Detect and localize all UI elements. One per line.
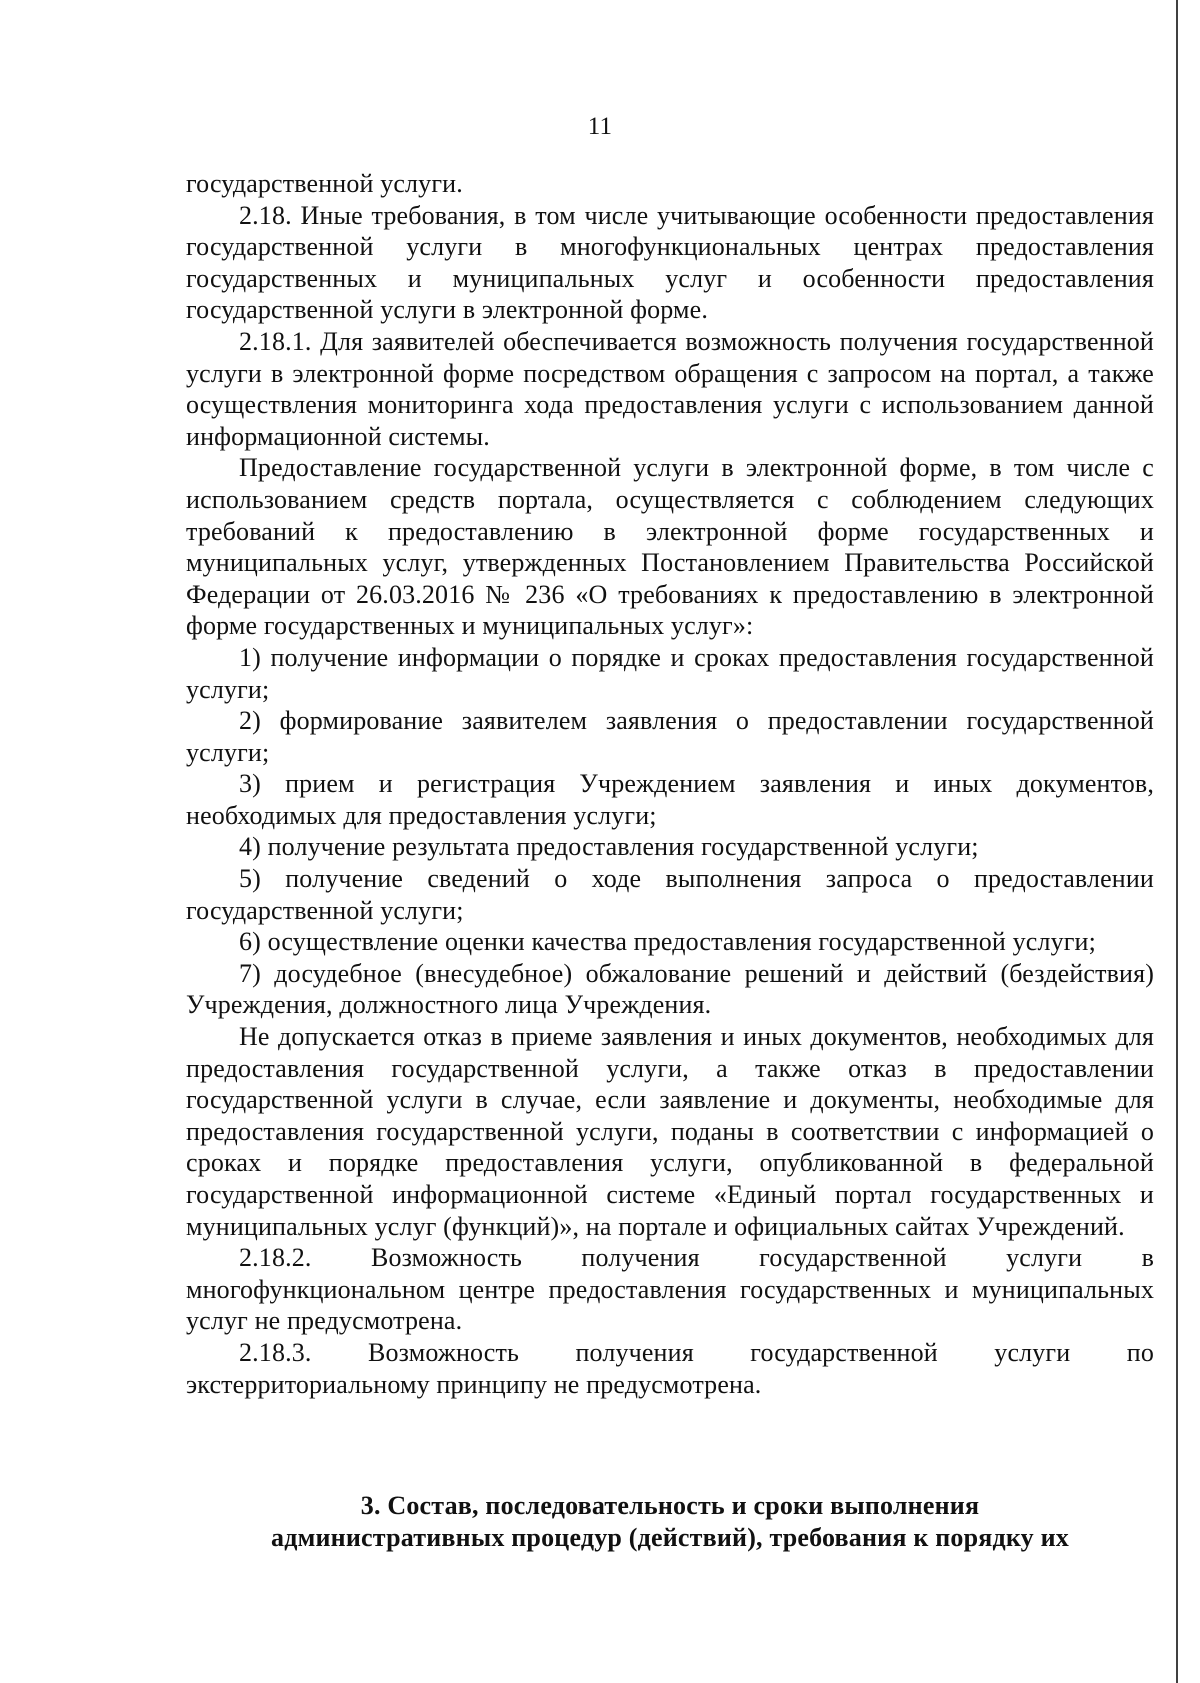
section-3-heading-line-2: административных процедур (действий), требования к порядку их — [271, 1522, 1069, 1552]
paragraph-continuation: государственной услуги. — [186, 169, 463, 198]
paragraph-2-18-3: 2.18.3. Возможность получения государственной услуги по экстерриториальному принципу не предусмотрена. — [186, 1337, 1154, 1399]
section-3-heading — [186, 1490, 1154, 1553]
list-item-7: 7) досудебное (внесудебное) обжалование решений и действий (бездействия) Учреждения, должностного лица Учреждения. — [186, 958, 1154, 1020]
list-item-4: 4) получение результата предоставления государственной услуги; — [239, 832, 979, 862]
paragraph-refusal-not-allowed: Не допускается отказ в приеме заявления и иных документов, необходимых для предоставления государственной услуги, а также отказ в предоставлении государственной услуги в случае, если заявление и документы, необходимые для предоставления государственной услуги, поданы в соответствии с информацией о сроках и порядке предоставления услуги, опубликованной в федеральной государственной информационной системе «Единый портал государственных и муниципальных услуг (функций)», на портале и официальных сайтах Учреждений. — [186, 1022, 1154, 1241]
section-3-heading-line-1: 3. Состав, последовательность и сроки выполнения — [360, 1491, 980, 1520]
list-item-1: 1) получение информации о порядке и сроках предоставления государственной услуги; — [186, 642, 1154, 704]
document-body — [186, 168, 1154, 1400]
list-item-2: 2) формирование заявителем заявления о предоставлении государственной услуги; — [186, 706, 1154, 767]
paragraph-2-18-1: 2.18.1. Для заявителей обеспечивается возможность получения государственной услуги в электронной форме посредством обращения с запросом на портал, а также осуществления мониторинга хода предоставления услуги с использованием данной информационной системы. — [186, 326, 1154, 451]
page-number: 11 — [587, 113, 613, 140]
page-edge-line — [1176, 0, 1178, 1683]
paragraph-electronic-requirements: Предоставление государственной услуги в электронной форме, в том числе с использованием средств портала, осуществляется с соблюдением следующих требований к предоставлению в электронной форме государственных и муниципальных услуг, утвержденных Постановлением Правительства Российской Федерации от 26.03.2016 № 236 «О требованиях к предоставлению в электронной форме государственных и муниципальных услуг»: — [186, 453, 1154, 641]
paragraph-2-18-2: 2.18.2. Возможность получения государственной услуги в многофункциональном центре предоставления государственных и муниципальных услуг не предусмотрена. — [186, 1243, 1154, 1336]
list-item-6: 6) осуществление оценки качества предоставления государственной услуги; — [239, 927, 1096, 957]
list-item-3: 3) прием и регистрация Учреждением заявления и иных документов, необходимых для предоставления услуги; — [186, 769, 1154, 830]
list-item-5: 5) получение сведений о ходе выполнения запроса о предоставлении государственной услуги; — [186, 864, 1154, 925]
paragraph-2-18: 2.18. Иные требования, в том числе учитывающие особенности предоставления государственной услуги в многофункциональных центрах предоставления государственных и муниципальных услуг и особенности предоставления государственной услуги в электронной форме. — [186, 200, 1154, 325]
